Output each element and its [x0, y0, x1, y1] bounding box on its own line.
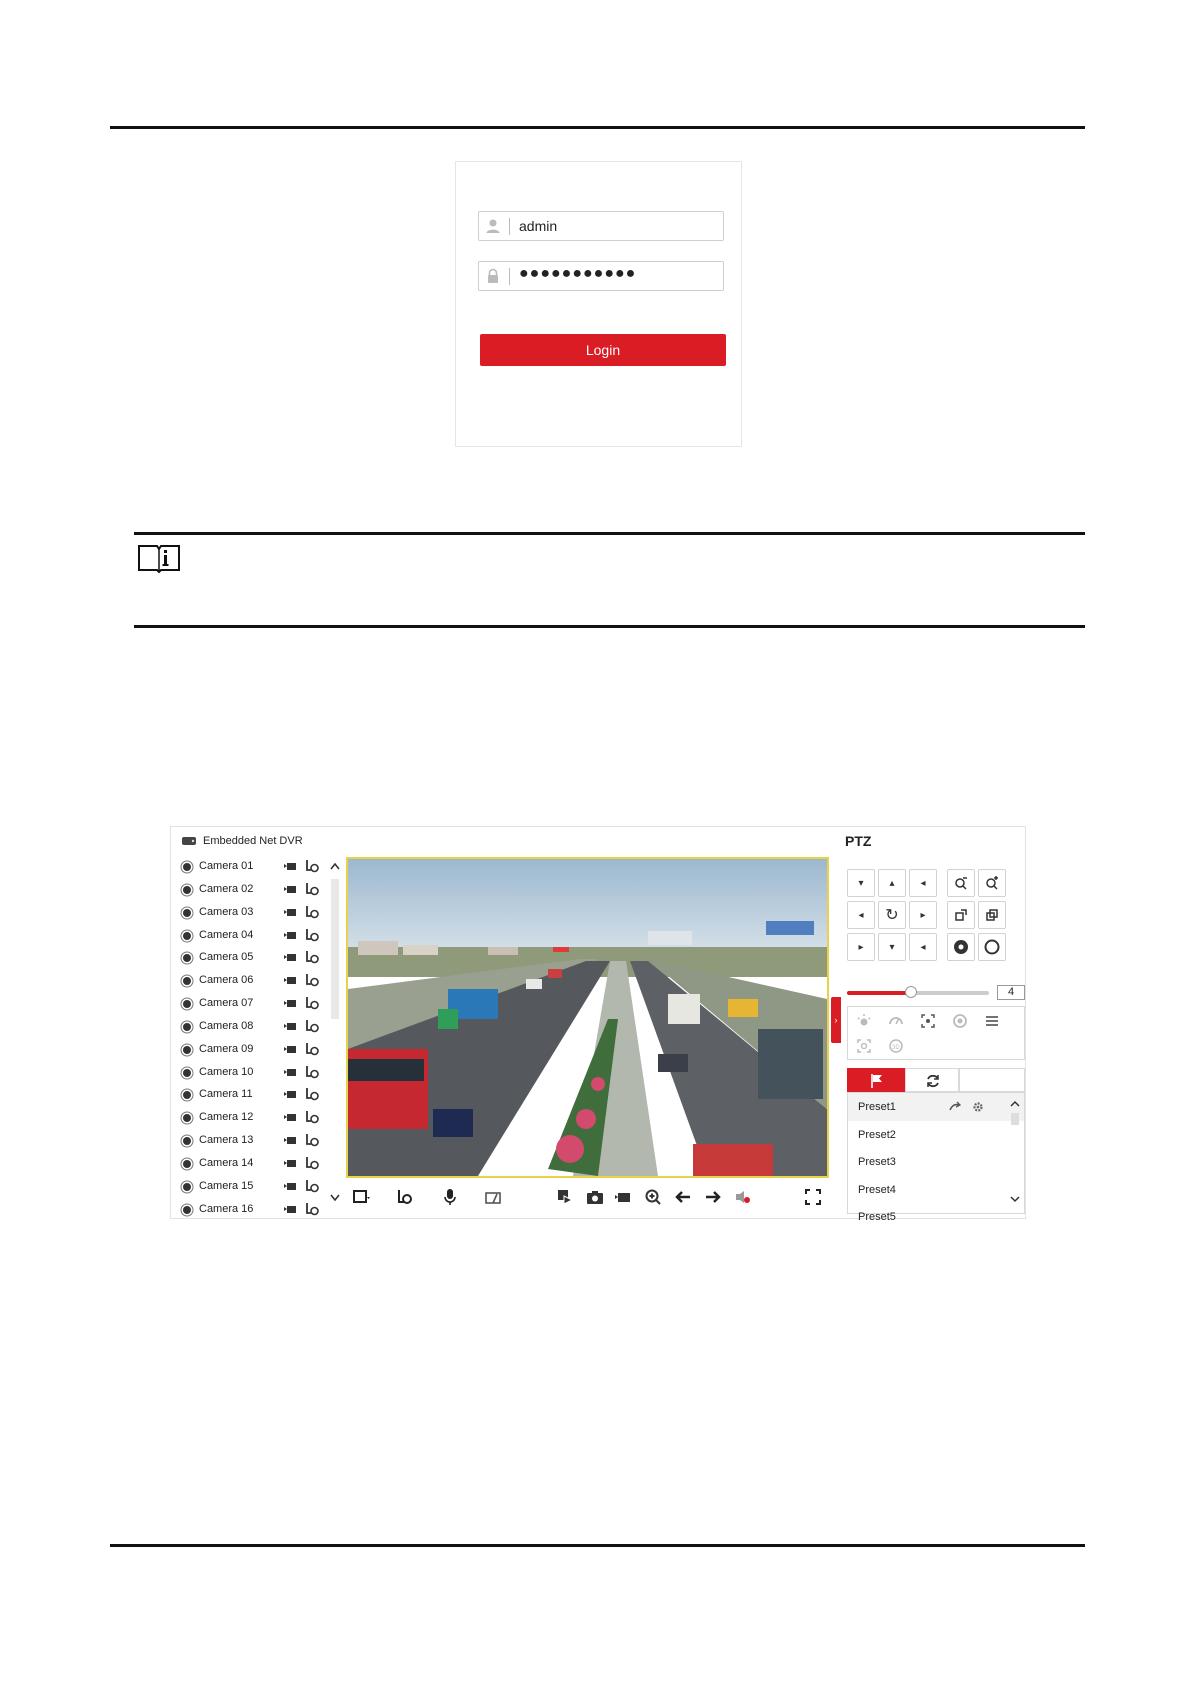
preset-item[interactable]: [848, 1176, 1024, 1204]
arrow-right-icon[interactable]: [704, 1188, 722, 1206]
wiper-aux-icon[interactable]: [888, 1013, 904, 1029]
live-view-camera-icon[interactable]: [283, 997, 297, 1009]
tab-pattern[interactable]: [959, 1068, 1025, 1092]
camera-list-item[interactable]: [179, 1131, 339, 1154]
focus-near-icon: [954, 908, 968, 922]
camera-list-item[interactable]: [179, 971, 339, 994]
window-layout-icon[interactable]: [352, 1188, 370, 1206]
password-field[interactable]: [478, 261, 724, 291]
camera-list-item[interactable]: [179, 948, 339, 971]
live-view-camera-icon[interactable]: [283, 1111, 297, 1123]
live-view-panel: [170, 826, 1026, 1223]
camera-status-icon: [183, 909, 191, 917]
camera-name: Camera 10: [199, 1065, 254, 1078]
zoom-out-icon: [954, 876, 968, 890]
camera-status-icon: [183, 1137, 191, 1145]
camera-list-item[interactable]: [179, 1040, 339, 1063]
camera-name: Camera 14: [199, 1156, 254, 1169]
menu-icon[interactable]: [984, 1013, 1000, 1029]
stream-settings-icon[interactable]: [305, 1202, 319, 1216]
stream-settings-icon[interactable]: [305, 1019, 319, 1033]
camera-name: Camera 01: [199, 860, 254, 872]
camera-status-icon: [183, 1000, 191, 1008]
stream-settings-icon[interactable]: [305, 1042, 319, 1056]
camera-status-icon: [183, 1206, 191, 1214]
3d-positioning-icon[interactable]: [888, 1038, 904, 1054]
zoom-in-ptz-icon: [985, 876, 999, 890]
scrollbar-thumb[interactable]: [331, 879, 339, 1019]
ptz-up-button[interactable]: ▴: [878, 869, 906, 897]
tab-patrols[interactable]: [905, 1068, 959, 1092]
arrow-left-icon[interactable]: [674, 1188, 692, 1206]
ptz-down-right-button[interactable]: ◂: [909, 933, 937, 961]
camera-name: Camera 03: [199, 905, 254, 918]
camera-status-icon: [183, 1183, 191, 1191]
camera-status-icon: [183, 886, 191, 894]
volume-muted-icon[interactable]: [734, 1188, 752, 1206]
camera-list-item[interactable]: [179, 1085, 339, 1108]
ptz-auto-scan-button[interactable]: ↻: [878, 901, 906, 929]
stream-settings-icon[interactable]: [305, 928, 319, 942]
live-view-camera-icon[interactable]: [283, 860, 297, 872]
dvr-device-icon: [181, 836, 197, 846]
ptz-down-left-button[interactable]: ▸: [847, 933, 875, 961]
stream-settings-icon[interactable]: [305, 973, 319, 987]
live-view-camera-icon[interactable]: [283, 951, 297, 963]
ptz-left-button[interactable]: ◂: [847, 901, 875, 929]
speed-slider-fill: [847, 991, 911, 995]
ptz-right-button[interactable]: ▸: [909, 901, 937, 929]
camera-list-item[interactable]: [179, 994, 339, 1017]
stream-settings-icon[interactable]: [305, 1179, 319, 1193]
header-rule: [110, 126, 1085, 129]
password-value: ●●●●●●●●●●●: [519, 265, 637, 282]
start-all-icon[interactable]: [556, 1188, 574, 1206]
preset-item[interactable]: [848, 1121, 1024, 1149]
live-view-camera-icon[interactable]: [283, 929, 297, 941]
ptz-up-right-button[interactable]: ◂: [909, 869, 937, 897]
camera-name: Camera 12: [199, 1111, 254, 1124]
speed-slider-handle[interactable]: [905, 986, 917, 998]
stream-settings-icon[interactable]: [305, 1087, 319, 1101]
device-title-bar: [181, 835, 303, 847]
live-view-camera-icon[interactable]: [283, 1157, 297, 1169]
footer-rule: [110, 1544, 1085, 1547]
preset-name: Preset3: [858, 1156, 896, 1168]
wiper-icon[interactable]: [484, 1188, 502, 1206]
iris-close-icon: [984, 939, 1000, 955]
lock-icon: [485, 268, 501, 284]
camera-status-icon: [183, 1114, 191, 1122]
stream-settings-icon[interactable]: [305, 950, 319, 964]
stream-settings-icon[interactable]: [305, 859, 319, 873]
preset-name: Preset2: [858, 1128, 896, 1141]
user-icon: [485, 218, 501, 234]
call-preset-icon[interactable]: [948, 1101, 962, 1113]
camera-name: Camera 05: [199, 951, 254, 964]
note-book-icon: [137, 543, 181, 573]
camera-status-icon: [183, 863, 191, 871]
preset-list: [847, 1092, 1025, 1223]
device-title: Embedded Net DVR: [203, 835, 303, 847]
camera-list-item[interactable]: [179, 1200, 339, 1223]
stream-settings-icon[interactable]: [305, 996, 319, 1010]
stream-settings-icon[interactable]: [305, 1110, 319, 1124]
ptz-speed-slider[interactable]: [847, 991, 989, 995]
ptz-down-button[interactable]: ▾: [878, 933, 906, 961]
preset-name: Preset4: [858, 1183, 896, 1196]
camera-status-icon: [183, 1046, 191, 1054]
speed-value: 4: [997, 985, 1025, 1000]
tab-presets[interactable]: [847, 1068, 905, 1092]
camera-status-icon: [183, 1069, 191, 1077]
video-toolbar: [346, 1180, 829, 1214]
ptz-up-left-button[interactable]: ▾: [847, 869, 875, 897]
camera-name: Camera 07: [199, 997, 254, 1010]
camera-name: Camera 02: [199, 882, 254, 895]
camera-list-item[interactable]: [179, 1154, 339, 1177]
focus-near-button[interactable]: [947, 901, 975, 929]
auxiliary-focus-icon[interactable]: [920, 1013, 936, 1029]
live-view-camera-icon[interactable]: [283, 974, 297, 986]
camera-list-scrollbar[interactable]: [327, 857, 343, 1213]
live-view-camera-icon[interactable]: [283, 1066, 297, 1078]
stream-settings-icon[interactable]: [305, 1133, 319, 1147]
camera-status-icon: [183, 1023, 191, 1031]
iris-open-button[interactable]: [947, 933, 975, 961]
fullscreen-icon[interactable]: [804, 1188, 822, 1206]
username-field[interactable]: [478, 211, 724, 241]
camera-name: Camera 13: [199, 1134, 254, 1147]
preset-scrollbar-thumb[interactable]: [1011, 1113, 1019, 1125]
live-view-camera-icon[interactable]: [283, 1088, 297, 1100]
live-view-camera-icon[interactable]: [283, 906, 297, 918]
lens-init-icon[interactable]: [952, 1013, 968, 1029]
flag-icon: [869, 1073, 885, 1089]
camera-list-item[interactable]: [179, 903, 339, 926]
chevron-up-icon[interactable]: [327, 859, 343, 873]
login-button[interactable]: Login: [480, 334, 726, 366]
microphone-icon[interactable]: [441, 1188, 459, 1206]
zoom-in-icon[interactable]: [644, 1188, 662, 1206]
focus-far-icon: [985, 908, 999, 922]
stream-type-icon[interactable]: [396, 1188, 414, 1206]
record-icon[interactable]: [614, 1188, 632, 1206]
preset-item[interactable]: [848, 1203, 1024, 1231]
camera-list-item[interactable]: [179, 880, 339, 903]
camera-snapshot-icon[interactable]: [586, 1188, 604, 1206]
live-view-camera-icon[interactable]: [283, 1203, 297, 1215]
camera-list-item[interactable]: [179, 857, 339, 880]
camera-name: Camera 04: [199, 928, 254, 941]
live-view-camera-icon[interactable]: [283, 1043, 297, 1055]
preset-item[interactable]: [848, 1093, 1024, 1121]
iris-close-button[interactable]: [978, 933, 1006, 961]
refresh-icon: [925, 1073, 941, 1089]
stream-settings-icon[interactable]: [305, 882, 319, 896]
chevron-down-icon[interactable]: [327, 1191, 343, 1205]
username-value: admin: [519, 218, 558, 234]
note-top-rule: [134, 532, 1085, 535]
ptz-aux-functions: [847, 1006, 1025, 1060]
preset-scroll-down-icon[interactable]: [1009, 1193, 1021, 1205]
highway-camera-image: [348, 859, 827, 1176]
camera-name: Camera 15: [199, 1179, 254, 1192]
camera-name: Camera 16: [199, 1202, 254, 1215]
camera-name: Camera 06: [199, 974, 254, 987]
camera-name: Camera 11: [199, 1088, 253, 1101]
note-bottom-rule: [134, 625, 1085, 628]
preset-name: Preset1: [858, 1101, 896, 1113]
video-window[interactable]: [346, 857, 829, 1178]
manual-tracking-icon[interactable]: [856, 1038, 872, 1054]
camera-list-item[interactable]: [179, 1108, 339, 1131]
light-icon[interactable]: [856, 1013, 872, 1029]
stream-settings-icon[interactable]: [305, 1065, 319, 1079]
preset-tabs: [847, 1068, 1025, 1092]
live-view-camera-icon[interactable]: [283, 1180, 297, 1192]
live-view-camera-icon[interactable]: [283, 1020, 297, 1032]
camera-list: [179, 857, 339, 1217]
ptz-panel: [843, 831, 1023, 1223]
camera-list-item[interactable]: [179, 1017, 339, 1040]
stream-settings-icon[interactable]: [305, 1156, 319, 1170]
preset-item[interactable]: [848, 1148, 1024, 1176]
camera-list-item[interactable]: [179, 926, 339, 949]
preset-scroll-up-icon[interactable]: [1009, 1098, 1021, 1110]
camera-status-icon: [183, 1091, 191, 1099]
svg-text:3D: 3D: [892, 1045, 900, 1051]
zoom-in-button[interactable]: [978, 869, 1006, 897]
live-view-camera-icon[interactable]: [283, 883, 297, 895]
iris-open-icon: [953, 939, 969, 955]
field-separator: [509, 218, 510, 235]
field-separator: [509, 268, 510, 285]
preset-settings-gear-icon[interactable]: [972, 1101, 984, 1113]
preset-name: Preset5: [858, 1211, 896, 1223]
live-view-camera-icon[interactable]: [283, 1134, 297, 1146]
camera-name: Camera 09: [199, 1042, 254, 1055]
camera-status-icon: [183, 1160, 191, 1168]
ptz-title: PTZ: [845, 833, 872, 849]
login-card: [455, 161, 742, 447]
camera-status-icon: [183, 932, 191, 940]
camera-name: Camera 08: [199, 1019, 254, 1032]
camera-status-icon: [183, 977, 191, 985]
collapse-panel-tab[interactable]: ›: [831, 997, 841, 1043]
zoom-out-button[interactable]: [947, 869, 975, 897]
stream-settings-icon[interactable]: [305, 905, 319, 919]
camera-list-item[interactable]: [179, 1177, 339, 1200]
focus-far-button[interactable]: [978, 901, 1006, 929]
camera-list-item[interactable]: [179, 1063, 339, 1086]
camera-status-icon: [183, 954, 191, 962]
